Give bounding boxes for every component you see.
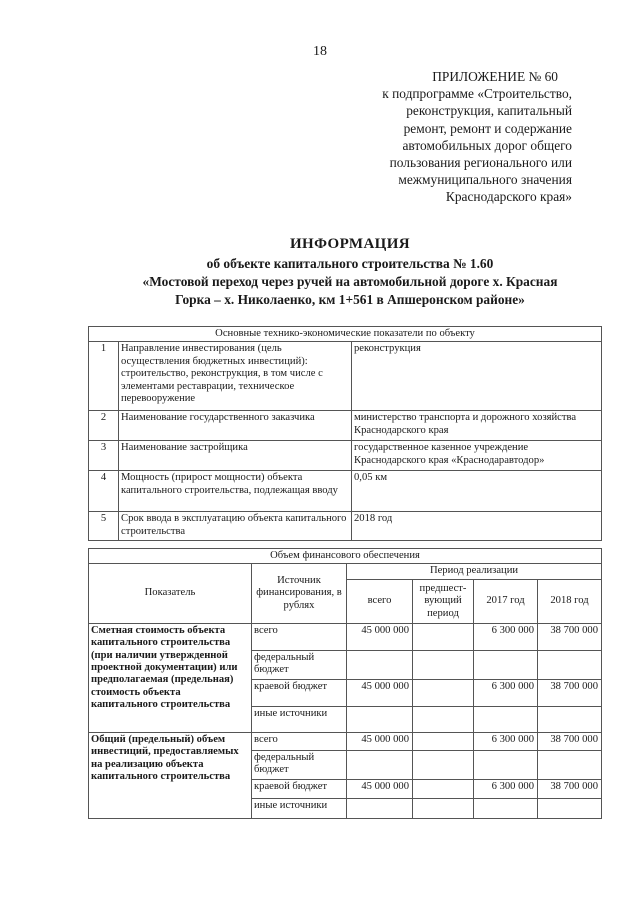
- column-header-2017: 2017 год: [474, 579, 538, 623]
- appendix-line: межмуниципального значения: [398, 172, 572, 188]
- value-2017: [474, 706, 538, 732]
- source-label: федеральный бюджет: [252, 750, 347, 779]
- source-label: федеральный бюджет: [252, 650, 347, 679]
- table-header: Объем финансового обеспечения: [89, 549, 602, 564]
- row-label: Наименование застройщика: [119, 441, 352, 471]
- appendix-line: к подпрограмме «Строительство,: [382, 86, 572, 102]
- page-number: 18: [313, 44, 327, 59]
- source-label: краевой бюджет: [252, 679, 347, 706]
- value-2017: 6 300 000: [474, 732, 538, 750]
- indicator-label: Сметная стоимость объекта капитального строительства (при наличии утвержденной проектной документации) или предполагаемая (предельная) стоимость объекта капитального строительства: [89, 623, 252, 732]
- value-total: [347, 750, 413, 779]
- source-label: иные источники: [252, 706, 347, 732]
- value-previous: [413, 798, 474, 818]
- source-label: краевой бюджет: [252, 779, 347, 798]
- source-label: иные источники: [252, 798, 347, 818]
- technical-indicators-table: [88, 326, 602, 541]
- row-value: реконструкция: [352, 342, 602, 411]
- row-value: государственное казенное учреждение Краснодарского края «Краснодаравтодор»: [352, 441, 602, 471]
- value-total: 45 000 000: [347, 732, 413, 750]
- column-header-total: всего: [347, 579, 413, 623]
- value-total: 45 000 000: [347, 623, 413, 650]
- table-row: [89, 732, 602, 750]
- column-header-2018: 2018 год: [538, 579, 602, 623]
- value-previous: [413, 679, 474, 706]
- value-2018: 38 700 000: [538, 779, 602, 798]
- object-name-line-2: Горка – х. Николаенко, км 1+561 в Апшеронском районе»: [175, 292, 525, 307]
- value-2018: 38 700 000: [538, 623, 602, 650]
- value-previous: [413, 706, 474, 732]
- indicator-label: Общий (предельный) объем инвестиций, предоставляемых на реализацию объекта капитального строительства: [89, 732, 252, 818]
- object-name-line-1: «Мостовой переход через ручей на автомобильной дороге х. Красная: [142, 274, 558, 289]
- table-row: [89, 471, 602, 512]
- row-value: министерство транспорта и дорожного хозяйства Краснодарского края: [352, 411, 602, 441]
- value-total: [347, 706, 413, 732]
- table-row: [89, 441, 602, 471]
- appendix-title: ПРИЛОЖЕНИЕ № 60: [432, 69, 558, 84]
- value-previous: [413, 650, 474, 679]
- document-subtitle: об объекте капитального строительства № 1.60: [206, 256, 494, 271]
- table-row: [89, 342, 602, 411]
- row-value: 0,05 км: [352, 471, 602, 512]
- value-total: 45 000 000: [347, 779, 413, 798]
- value-previous: [413, 623, 474, 650]
- appendix-block: [332, 68, 572, 206]
- value-total: [347, 798, 413, 818]
- column-header-previous-period: предшест-вующий период: [413, 579, 474, 623]
- table-row: [89, 512, 602, 541]
- financing-table: [88, 548, 602, 819]
- table-row: [89, 411, 602, 441]
- source-label: всего: [252, 623, 347, 650]
- appendix-line: пользования регионального или: [389, 155, 572, 171]
- row-label: Срок ввода в эксплуатацию объекта капитального строительства: [119, 512, 352, 541]
- row-label: Мощность (прирост мощности) объекта капитального строительства, подлежащая вводу: [119, 471, 352, 512]
- value-2017: [474, 798, 538, 818]
- document-title: ИНФОРМАЦИЯ: [289, 236, 411, 252]
- appendix-line: Краснодарского края»: [445, 189, 572, 205]
- row-number: 4: [89, 471, 119, 512]
- source-label: всего: [252, 732, 347, 750]
- row-label: Направление инвестирования (цель осуществления бюджетных инвестиций): строительство, реконструкция, в том числе с элементами реставрации, техническое перевооружение: [119, 342, 352, 411]
- row-number: 3: [89, 441, 119, 471]
- value-previous: [413, 750, 474, 779]
- value-2017: 6 300 000: [474, 679, 538, 706]
- value-previous: [413, 732, 474, 750]
- value-2017: 6 300 000: [474, 623, 538, 650]
- value-2018: [538, 650, 602, 679]
- value-2017: 6 300 000: [474, 779, 538, 798]
- value-total: [347, 650, 413, 679]
- row-number: 2: [89, 411, 119, 441]
- value-2018: 38 700 000: [538, 732, 602, 750]
- column-header-source: Источник финансирования, в рублях: [252, 564, 347, 623]
- value-total: 45 000 000: [347, 679, 413, 706]
- value-2018: [538, 750, 602, 779]
- appendix-line: автомобильных дорог общего: [402, 137, 572, 153]
- value-2018: [538, 706, 602, 732]
- column-header-indicator: Показатель: [89, 564, 252, 623]
- column-header-period: Период реализации: [347, 564, 602, 579]
- row-value: 2018 год: [352, 512, 602, 541]
- value-2017: [474, 650, 538, 679]
- value-2018: 38 700 000: [538, 679, 602, 706]
- value-previous: [413, 779, 474, 798]
- appendix-line: реконструкция, капитальный: [406, 103, 572, 119]
- row-number: 5: [89, 512, 119, 541]
- table-header: Основные технико-экономические показатели по объекту: [89, 327, 602, 342]
- appendix-line: ремонт, ремонт и содержание: [403, 120, 572, 136]
- document-heading: [60, 236, 640, 309]
- table-row: [89, 623, 602, 650]
- row-label: Наименование государственного заказчика: [119, 411, 352, 441]
- row-number: 1: [89, 342, 119, 411]
- value-2017: [474, 750, 538, 779]
- value-2018: [538, 798, 602, 818]
